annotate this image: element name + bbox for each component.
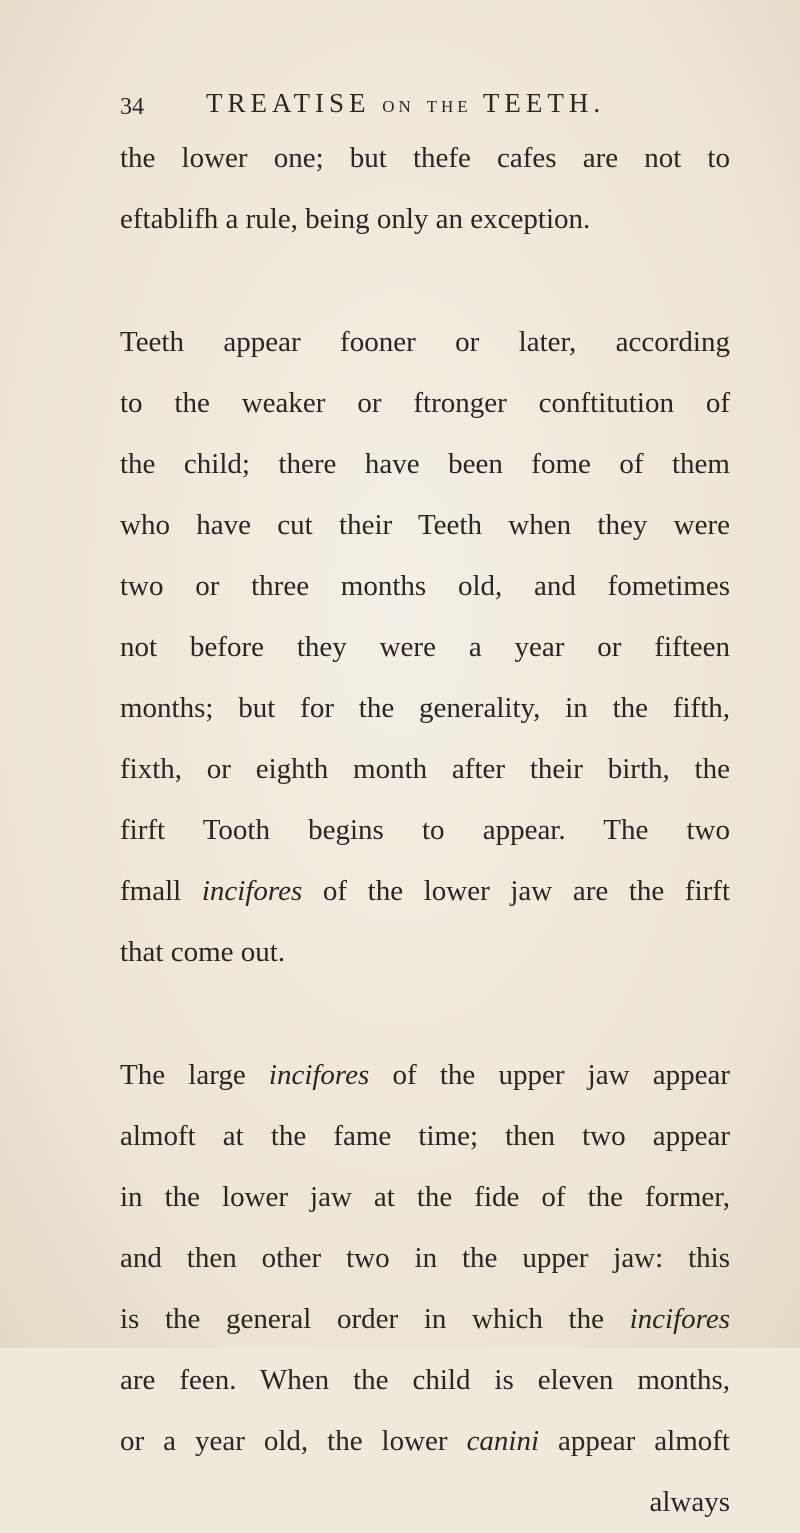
paragraph-gap	[120, 983, 730, 1045]
text-run: of the upper jaw appear	[369, 1059, 730, 1091]
text-line: Teeth appear fooner or later, according	[120, 326, 730, 358]
paragraph-gap	[120, 250, 730, 312]
text-run: is the general order in which the	[120, 1303, 630, 1335]
page-header	[120, 86, 680, 120]
text-line: months; but for the generality, in the fifth,	[120, 692, 730, 724]
latin-term: canini	[466, 1425, 540, 1457]
text-line	[120, 1411, 730, 1472]
paragraph-1	[120, 128, 730, 250]
running-head	[206, 86, 605, 124]
page-number: 34	[120, 94, 144, 120]
catchword: always	[649, 1486, 730, 1518]
text-line: who have cut their Teeth when they were	[120, 509, 730, 541]
latin-term: incifores	[201, 875, 303, 907]
text-line: are feen. When the child is eleven months,	[120, 1364, 730, 1396]
text-line: fixth, or eighth month after their birth, the	[120, 753, 730, 785]
text-run: appear almoft	[539, 1425, 730, 1457]
paragraph-3	[120, 1045, 730, 1533]
body-text	[120, 128, 730, 1533]
text-line	[120, 1045, 730, 1106]
text-line	[120, 1289, 730, 1350]
running-head-treatise: TREATISE	[206, 88, 371, 118]
text-line: almoft at the fame time; then two appear	[120, 1120, 730, 1152]
text-line: that come out.	[120, 936, 286, 968]
text-line	[120, 861, 730, 922]
text-line: in the lower jaw at the fide of the former,	[120, 1181, 730, 1213]
running-head-the: THE	[426, 97, 472, 116]
text-run: fmall	[120, 875, 202, 907]
running-head-on: ON	[382, 97, 415, 116]
text-line: and then other two in the upper jaw: this	[120, 1242, 730, 1274]
latin-term: incifores	[268, 1059, 370, 1091]
text-line: the lower one; but thefe cafes are not to	[120, 142, 730, 174]
text-line: eftablifh a rule, being only an exception.	[120, 203, 591, 235]
text-line: to the weaker or ftronger conftitution of	[120, 387, 730, 419]
text-run: of the lower jaw are the firft	[302, 875, 730, 907]
paragraph-2	[120, 312, 730, 983]
text-line: firft Tooth begins to appear. The two	[120, 814, 730, 846]
text-line: two or three months old, and fometimes	[120, 570, 730, 602]
text-run: or a year old, the lower	[120, 1425, 467, 1457]
text-run: The large	[120, 1059, 269, 1091]
text-line: not before they were a year or fifteen	[120, 631, 730, 663]
latin-term: incifores	[629, 1303, 730, 1335]
running-head-teeth: TEETH.	[482, 88, 606, 118]
text-line: the child; there have been fome of them	[120, 448, 730, 480]
